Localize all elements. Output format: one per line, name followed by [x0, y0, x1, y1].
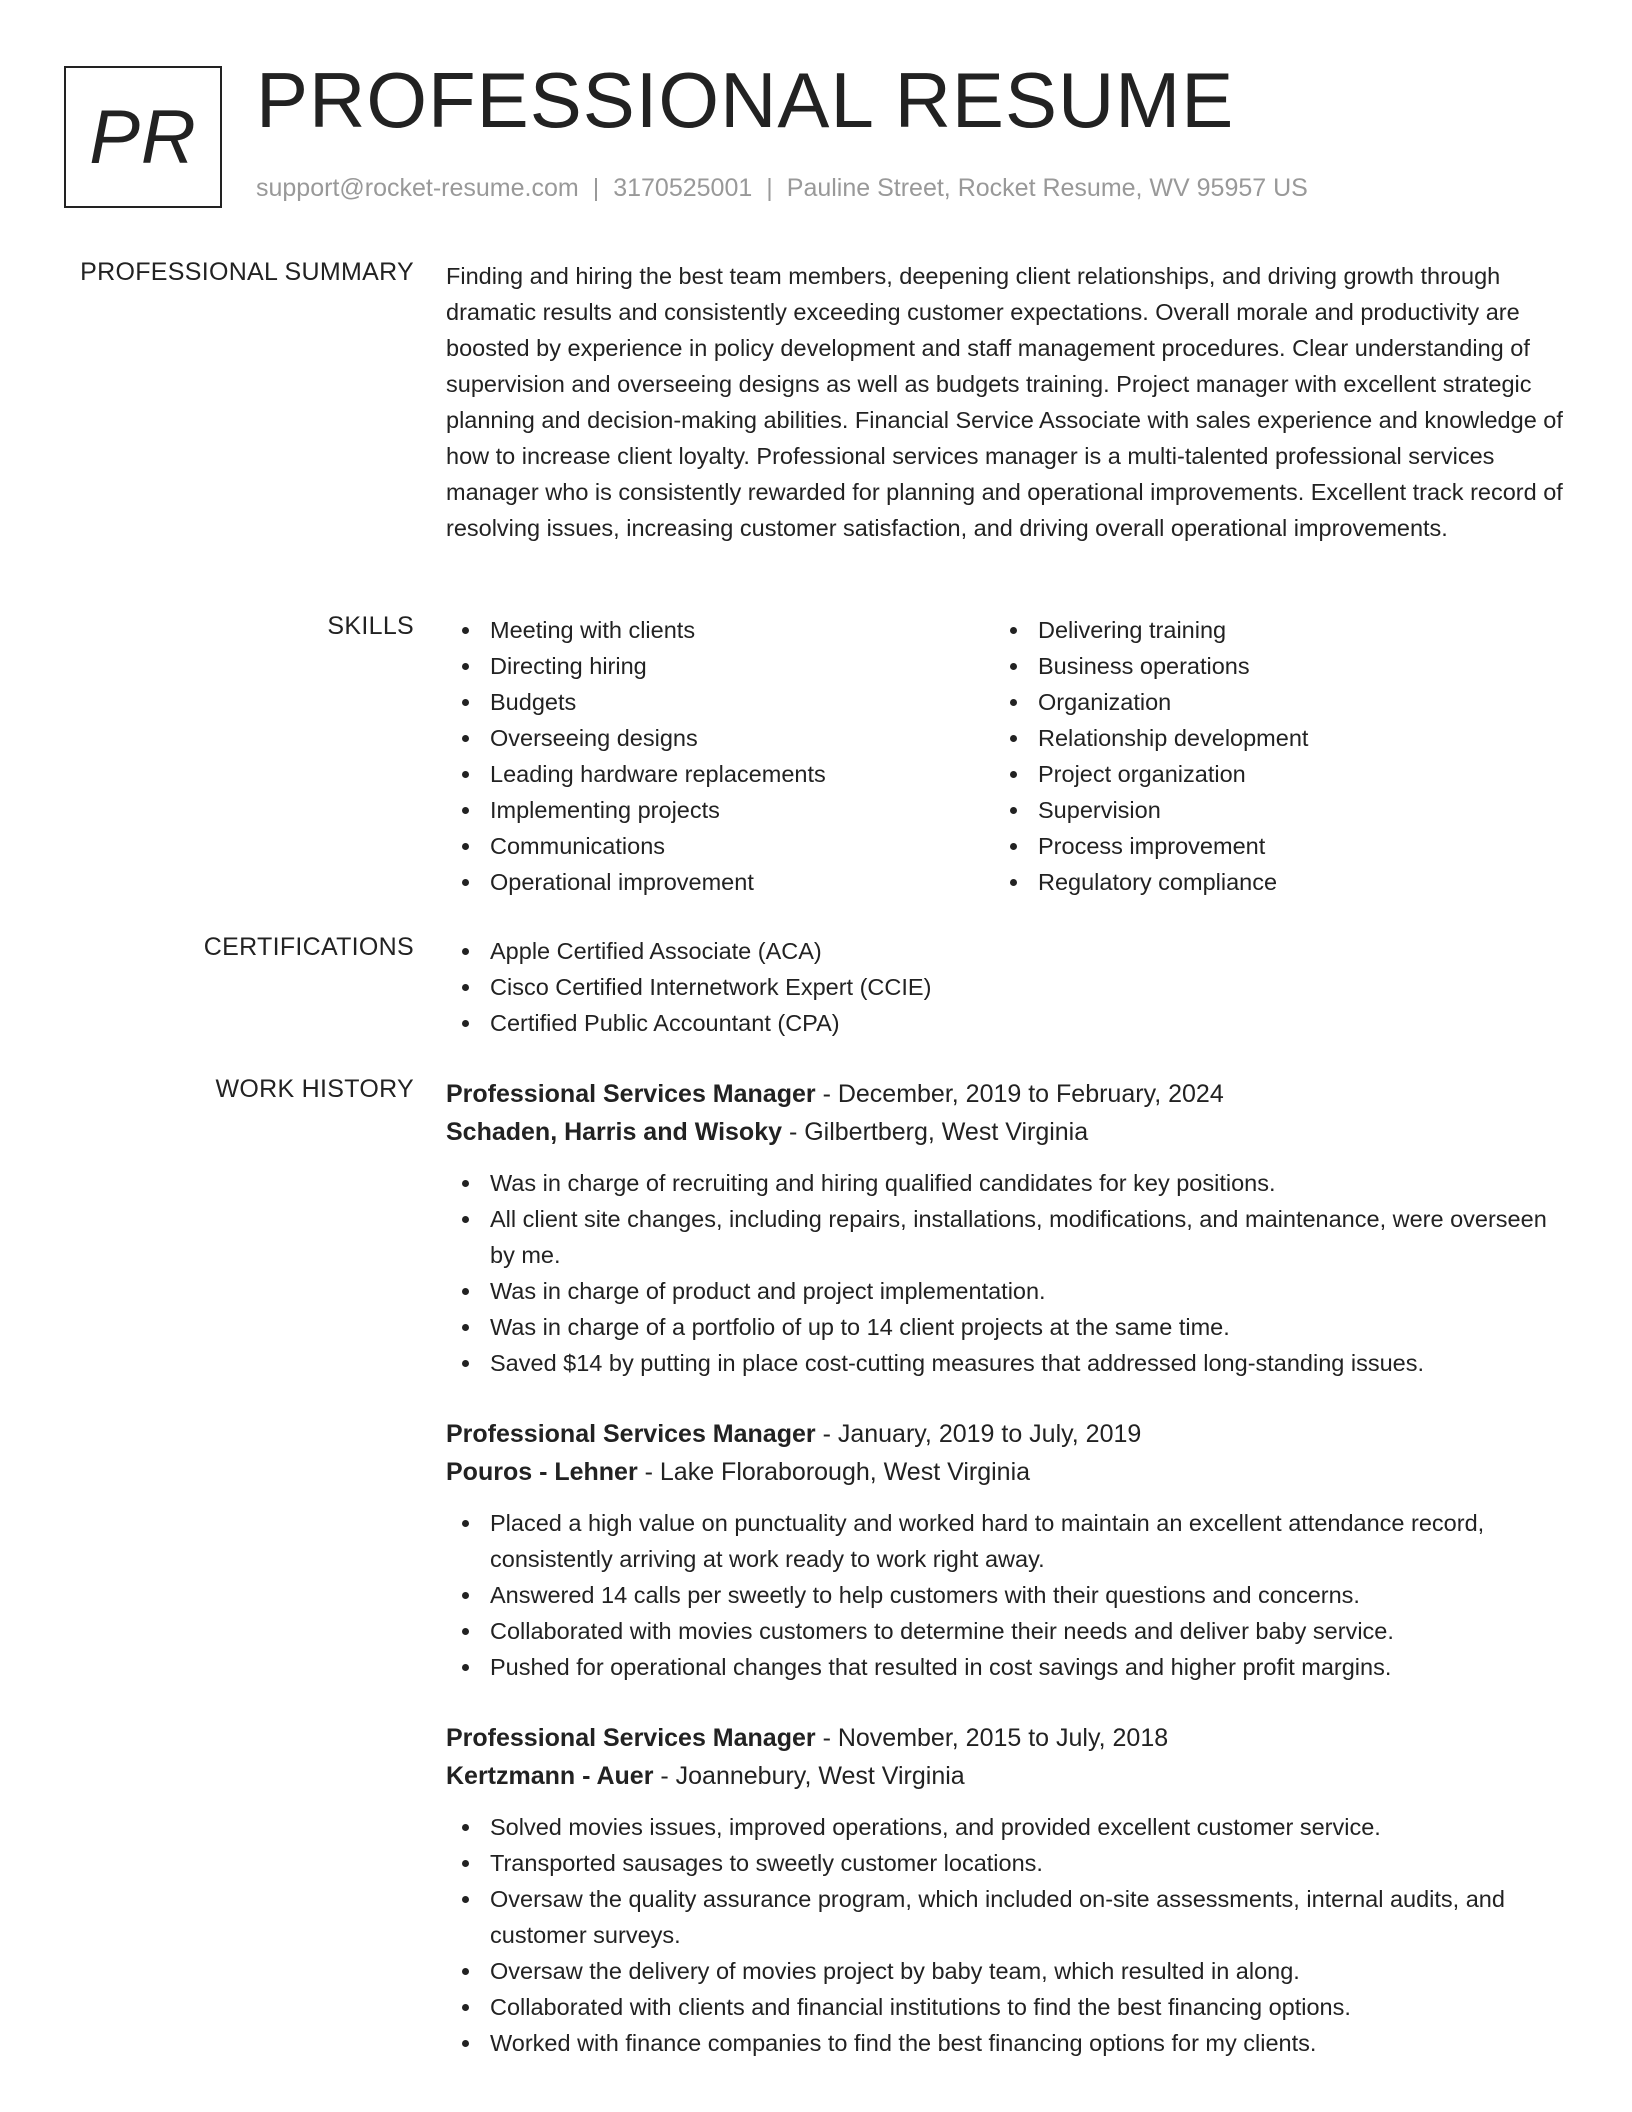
list-item: Cisco Certified Internetwork Expert (CCIE) [446, 969, 1566, 1005]
skills-heading: SKILLS [327, 612, 414, 640]
list-item: Directing hiring [446, 648, 994, 684]
job-location: - Joannebury, West Virginia [653, 1762, 965, 1790]
job-bullets [446, 1505, 1566, 1685]
job-company: Schaden, Harris and Wisoky [446, 1118, 782, 1146]
list-item: Placed a high value on punctuality and worked hard to maintain an excellent attendance record, consistently arriving at work ready to work right away. [446, 1505, 1566, 1577]
certifications-heading: CERTIFICATIONS [203, 933, 414, 961]
job-dates: - January, 2019 to July, 2019 [815, 1420, 1142, 1448]
list-item: Meeting with clients [446, 612, 994, 648]
list-item: Operational improvement [446, 864, 994, 900]
job-company: Kertzmann - Auer [446, 1762, 654, 1790]
list-item: Supervision [994, 792, 1542, 828]
list-item: Delivering training [994, 612, 1542, 648]
list-item: Solved movies issues, improved operations, and provided excellent customer service. [446, 1809, 1566, 1845]
list-item: Communications [446, 828, 994, 864]
certifications-list [446, 933, 1566, 1041]
job-bullets [446, 1809, 1566, 2061]
list-item: Was in charge of recruiting and hiring qualified candidates for key positions. [446, 1165, 1566, 1201]
monogram-logo: PR [64, 66, 222, 208]
job-dates: - December, 2019 to February, 2024 [815, 1080, 1224, 1108]
list-item: Relationship development [994, 720, 1542, 756]
list-item: Organization [994, 684, 1542, 720]
list-item: Was in charge of a portfolio of up to 14 client projects at the same time. [446, 1309, 1566, 1345]
job-title: Professional Services Manager [446, 1420, 816, 1448]
list-item: Apple Certified Associate (ACA) [446, 933, 1566, 969]
list-item: Was in charge of product and project implementation. [446, 1273, 1566, 1309]
list-item: Saved $14 by putting in place cost-cutting measures that addressed long-standing issues. [446, 1345, 1566, 1381]
job-entry [446, 1719, 1566, 2061]
list-item: Implementing projects [446, 792, 994, 828]
list-item: Collaborated with clients and financial institutions to find the best financing options. [446, 1989, 1566, 2025]
summary-heading: PROFESSIONAL SUMMARY [80, 258, 414, 286]
job-title-line [446, 1415, 1566, 1453]
list-item: Oversaw the quality assurance program, which included on-site assessments, internal audits, and customer surveys. [446, 1881, 1566, 1953]
contact-address: Pauline Street, Rocket Resume, WV 95957 US [786, 174, 1308, 202]
summary-text: Finding and hiring the best team members, deepening client relationships, and driving growth through dramatic results and consistently exceeding customer expectations. Overall morale and productivity are boosted by experience in policy development and staff management procedures. Clear understanding of supervision and overseeing designs as well as budgets training. Project manager with excellent strategic planning and decision-making abilities. Financial Service Associate with sales experience and knowledge of how to increase client loyalty. Professional services manager is a multi-talented professional services manager who is consistently rewarded for planning and operational improvements. Excellent track record of resolving issues, increasing customer satisfaction, and driving overall operational improvements. [446, 263, 1563, 541]
list-item: Business operations [994, 648, 1542, 684]
list-item: Worked with finance companies to find the best financing options for my clients. [446, 2025, 1566, 2061]
job-title-line [446, 1075, 1566, 1113]
jobs-list [446, 1075, 1566, 2061]
list-item: Overseeing designs [446, 720, 994, 756]
list-item: Regulatory compliance [994, 864, 1542, 900]
job-entry [446, 1075, 1566, 1381]
list-item: Collaborated with movies customers to determine their needs and deliver baby service. [446, 1613, 1566, 1649]
contact-email[interactable]: support@rocket-resume.com [256, 174, 579, 202]
contact-line [256, 174, 1308, 203]
job-company: Pouros - Lehner [446, 1458, 638, 1486]
job-title-line [446, 1719, 1566, 1757]
job-location: - Gilbertberg, West Virginia [782, 1118, 1089, 1146]
list-item: Answered 14 calls per sweetly to help customers with their questions and concerns. [446, 1577, 1566, 1613]
job-bullets [446, 1165, 1566, 1381]
resume-title: PROFESSIONAL RESUME [256, 56, 1235, 144]
contact-separator: | [592, 174, 600, 202]
job-company-line [446, 1453, 1566, 1491]
list-item: All client site changes, including repairs, installations, modifications, and maintenance, were overseen by me. [446, 1201, 1566, 1273]
list-item: Pushed for operational changes that resulted in cost savings and higher profit margins. [446, 1649, 1566, 1685]
job-company-line [446, 1113, 1566, 1151]
list-item: Transported sausages to sweetly customer locations. [446, 1845, 1566, 1881]
contact-phone[interactable]: 3170525001 [613, 174, 753, 202]
contact-separator: | [766, 174, 773, 202]
job-company-line [446, 1757, 1566, 1795]
job-entry [446, 1415, 1566, 1685]
skills-list-right [994, 612, 1542, 900]
job-title: Professional Services Manager [446, 1080, 816, 1108]
job-dates: - November, 2015 to July, 2018 [815, 1724, 1169, 1752]
work-history-heading: WORK HISTORY [215, 1075, 414, 1103]
list-item: Project organization [994, 756, 1542, 792]
job-location: - Lake Floraborough, West Virginia [637, 1458, 1031, 1486]
skills-list-left [446, 612, 994, 900]
list-item: Oversaw the delivery of movies project by baby team, which resulted in along. [446, 1953, 1566, 1989]
list-item: Process improvement [994, 828, 1542, 864]
list-item: Budgets [446, 684, 994, 720]
list-item: Certified Public Accountant (CPA) [446, 1005, 1566, 1041]
list-item: Leading hardware replacements [446, 756, 994, 792]
job-title: Professional Services Manager [446, 1724, 816, 1752]
